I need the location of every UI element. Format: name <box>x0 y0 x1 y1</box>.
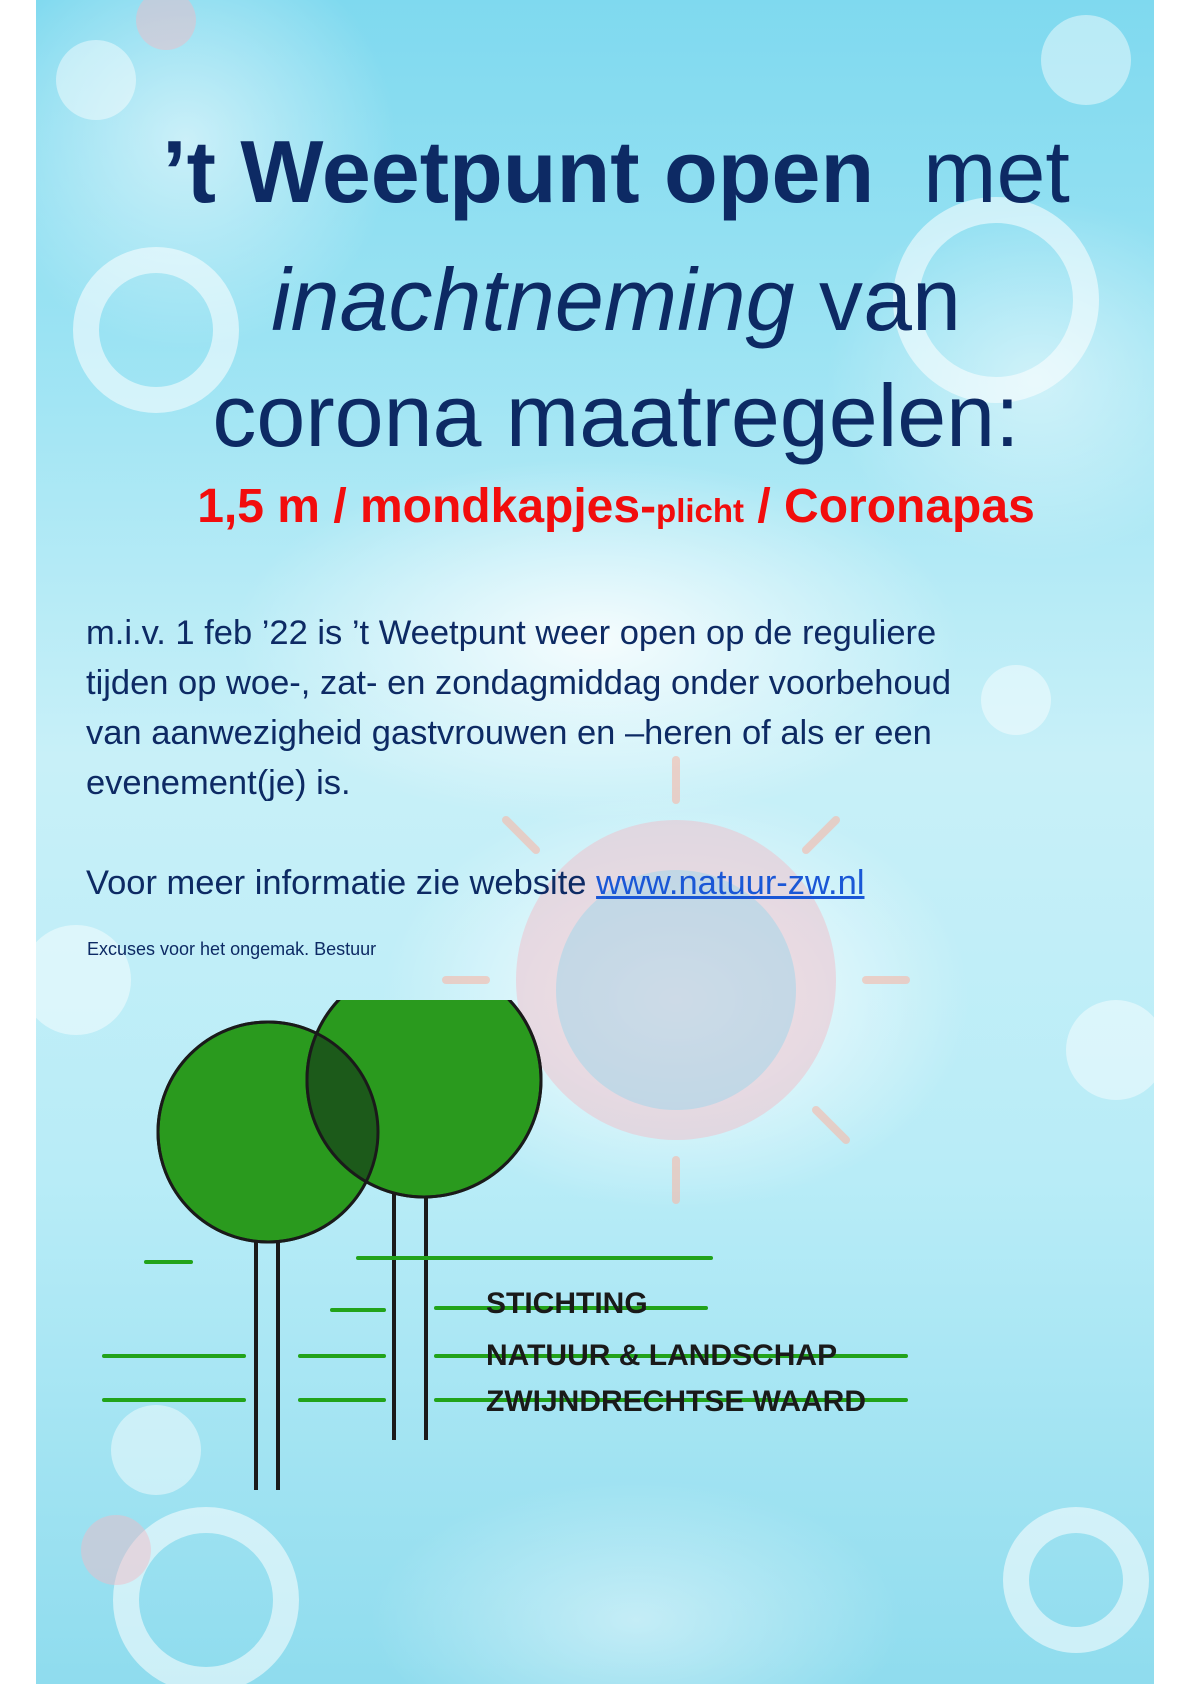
headline-line-2 <box>96 250 1136 350</box>
logo-line-3: ZWIJNDRECHTSE WAARD <box>486 1385 866 1418</box>
headline-rest-2: van <box>794 250 961 349</box>
paragraph-line: tijden op woe-, zat- en zondagmiddag onder voorbehoud <box>86 664 952 702</box>
logo-line-2: NATUUR & LANDSCHAP <box>486 1339 838 1372</box>
paragraph-line: evenement(je) is. <box>86 764 351 802</box>
paragraph-line: van aanwezigheid gastvrouwen en –heren of als er een <box>86 714 932 752</box>
website-link[interactable]: www.natuur-zw.nl <box>596 864 865 902</box>
info-line <box>86 858 1126 908</box>
headline-line-3: corona maatregelen: <box>212 366 1020 465</box>
rules-part-1: 1,5 m / mondkapjes- <box>197 480 657 533</box>
info-prefix: Voor meer informatie zie website <box>86 864 597 902</box>
rules-part-3: / Coronapas <box>744 480 1035 533</box>
headline-italic: inachtneming <box>271 250 795 349</box>
paragraph-line: m.i.v. 1 feb ’22 is ’t Weetpunt weer open op de reguliere <box>86 614 937 652</box>
foundation-logo <box>96 1000 996 1520</box>
poster <box>36 0 1154 1684</box>
logo-line-1: STICHTING <box>486 1287 648 1320</box>
ground-lines <box>104 1258 906 1400</box>
headline-rest: met <box>923 122 1070 221</box>
corona-rules <box>96 477 1136 541</box>
headline-line-1 <box>96 122 1136 222</box>
opening-paragraph <box>86 608 1126 808</box>
apology-note: Excuses voor het ongemak. Bestuur <box>87 939 377 959</box>
headline-bold: ’t Weetpunt open <box>162 122 875 221</box>
rules-part-2: plicht <box>656 492 745 529</box>
